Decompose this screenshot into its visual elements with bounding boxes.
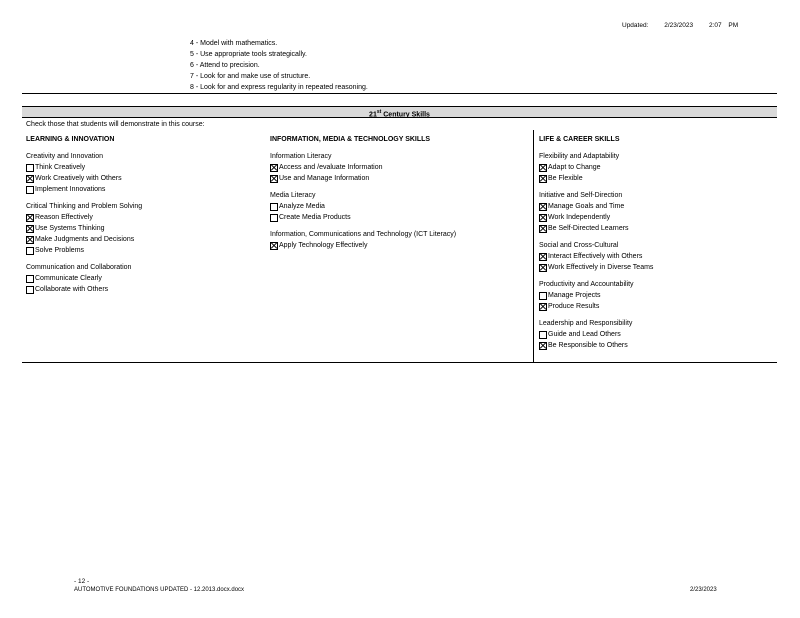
practice-item: 8 - Look for and express regularity in repeated reasoning.: [190, 84, 368, 91]
practice-item: 7 - Look for and make use of structure.: [190, 73, 311, 80]
skill-item: [539, 340, 653, 351]
practice-item: 6 - Attend to precision.: [190, 62, 260, 69]
divider-bottom: [22, 362, 777, 363]
skill-label: Work Effectively in Diverse Teams: [548, 264, 654, 271]
skill-item: [26, 173, 142, 184]
checkbox-communicate-clearly[interactable]: [26, 275, 34, 283]
skill-label: Work Independently: [548, 214, 611, 221]
group-title: Critical Thinking and Problem Solving: [26, 203, 143, 210]
column-title: LIFE & CAREER SKILLS: [539, 136, 620, 143]
checkbox-work-independently[interactable]: [539, 214, 547, 222]
skill-item: [26, 223, 142, 234]
footer-course: AUTOMOTIVE FOUNDATIONS UPDATED - 12.2013.docx.docx: [74, 587, 245, 593]
skill-item: [26, 184, 142, 195]
skill-item: [539, 162, 653, 173]
checkbox-reason-effectively[interactable]: [26, 214, 34, 222]
checkbox-diverse-teams[interactable]: [539, 264, 547, 272]
skill-label: Adapt to Change: [548, 164, 601, 171]
checkbox-think-creatively[interactable]: [26, 164, 34, 172]
skill-label: Solve Problems: [35, 247, 85, 254]
skill-item: [539, 301, 653, 312]
skill-label: Manage Goals and Time: [548, 203, 625, 210]
checkbox-interact-effectively[interactable]: [539, 253, 547, 261]
skill-item: [270, 212, 470, 223]
skill-label: Communicate Clearly: [35, 275, 102, 282]
skill-label: Think Creatively: [35, 164, 86, 171]
page-number: - 12 -: [74, 578, 90, 585]
checkbox-be-flexible[interactable]: [539, 175, 547, 183]
skill-label: Be Self-Directed Learners: [548, 225, 629, 232]
checkbox-collaborate[interactable]: [26, 286, 34, 294]
checkbox-work-creatively[interactable]: [26, 175, 34, 183]
skill-label: Analyze Media: [279, 203, 325, 210]
group-title: Communication and Collaboration: [26, 264, 132, 271]
learning-innovation-column: [26, 136, 142, 303]
checkbox-make-judgments[interactable]: [26, 236, 34, 244]
skill-item: [270, 201, 470, 212]
checkbox-manage-projects[interactable]: [539, 292, 547, 300]
checkbox-guide-lead[interactable]: [539, 331, 547, 339]
skill-group: [539, 281, 653, 312]
updated-header: [622, 22, 752, 29]
divider-top: [22, 93, 777, 94]
group-title: Media Literacy: [270, 192, 316, 199]
skill-group: [270, 231, 470, 251]
updated-date: 2/23/2023: [664, 22, 694, 29]
skill-item: [539, 223, 653, 234]
updated-time: 2:07: [708, 22, 722, 29]
skill-item: [26, 284, 142, 295]
checkbox-implement-innovations[interactable]: [26, 186, 34, 194]
life-career-column: [539, 136, 653, 359]
checkbox-analyze-media[interactable]: [270, 203, 278, 211]
checkbox-apply-technology[interactable]: [270, 242, 278, 250]
group-title: Information, Communications and Technology (ICT Literacy): [270, 231, 457, 238]
skill-group: [26, 153, 142, 195]
skill-item: [539, 262, 653, 273]
skill-group: [539, 192, 653, 234]
skill-item: [26, 234, 142, 245]
skill-item: [539, 212, 653, 223]
practice-item: 4 - Model with mathematics.: [190, 40, 278, 47]
instructions-text: Check those that students will demonstrate in this course:: [26, 121, 205, 128]
skill-item: [539, 201, 653, 212]
skill-group: [539, 320, 653, 351]
checkbox-solve-problems[interactable]: [26, 247, 34, 255]
skill-label: Work Creatively with Others: [35, 175, 122, 182]
footer-date: 2/23/2023: [690, 587, 717, 593]
updated-ampm: PM: [728, 22, 739, 29]
skill-item: [26, 245, 142, 256]
skill-label: Be Responsible to Others: [548, 342, 628, 349]
math-practices-list: [190, 38, 368, 93]
skill-label: Interact Effectively with Others: [548, 253, 643, 260]
skill-label: Use Systems Thinking: [35, 225, 105, 232]
skill-group: [270, 192, 470, 223]
checkbox-manage-goals[interactable]: [539, 203, 547, 211]
band-sup: st: [376, 109, 382, 115]
skill-item: [539, 251, 653, 262]
skill-item: [26, 273, 142, 284]
checkbox-adapt-to-change[interactable]: [539, 164, 547, 172]
skill-label: Make Judgments and Decisions: [35, 236, 135, 243]
skill-item: [26, 162, 142, 173]
skill-label: Apply Technology Effectively: [279, 242, 368, 249]
skill-label: Be Flexible: [548, 175, 583, 182]
skill-item: [26, 212, 142, 223]
skill-label: Access and /evaluate Information: [279, 164, 383, 171]
skill-item: [270, 162, 470, 173]
skill-item: [270, 240, 470, 251]
skill-label: Use and Manage Information: [279, 175, 370, 182]
skill-label: Reason Effectively: [35, 214, 93, 221]
skill-label: Create Media Products: [279, 214, 351, 221]
skill-label: Manage Projects: [548, 292, 601, 299]
group-title: Initiative and Self-Direction: [539, 192, 623, 199]
checkbox-be-responsible[interactable]: [539, 342, 547, 350]
skill-label: Collaborate with Others: [35, 286, 109, 293]
group-title: Creativity and Innovation: [26, 153, 104, 160]
band-prefix: 21: [369, 111, 377, 119]
group-title: Flexibility and Adaptability: [539, 153, 620, 160]
skill-item: [270, 173, 470, 184]
checkbox-create-media[interactable]: [270, 214, 278, 222]
group-title: Productivity and Accountability: [539, 281, 634, 288]
band-suffix: Century Skills: [383, 111, 430, 119]
skill-label: Implement Innovations: [35, 186, 106, 193]
column-title: LEARNING & INNOVATION: [26, 136, 115, 143]
checkbox-access-evaluate[interactable]: [270, 164, 278, 172]
group-title: Leadership and Responsibility: [539, 320, 633, 327]
skill-item: [539, 290, 653, 301]
column-title: INFORMATION, MEDIA & TECHNOLOGY SKILLS: [270, 136, 431, 143]
checkbox-use-manage[interactable]: [270, 175, 278, 183]
checkbox-self-directed[interactable]: [539, 225, 547, 233]
skill-label: Produce Results: [548, 303, 600, 310]
skill-group: [26, 264, 142, 295]
skill-item: [539, 329, 653, 340]
skill-group: [270, 153, 470, 184]
column-divider: [533, 130, 534, 362]
checkbox-produce-results[interactable]: [539, 303, 547, 311]
skill-label: Guide and Lead Others: [548, 331, 621, 338]
group-title: Social and Cross-Cultural: [539, 242, 619, 249]
updated-label: Updated:: [622, 22, 649, 29]
practice-item: 5 - Use appropriate tools strategically.: [190, 51, 307, 58]
checkbox-systems-thinking[interactable]: [26, 225, 34, 233]
skill-group: [539, 153, 653, 184]
group-title: Information Literacy: [270, 153, 332, 160]
skills-band-title: [22, 107, 777, 117]
skill-group: [539, 242, 653, 273]
skill-group: [26, 203, 142, 256]
information-media-column: [270, 136, 470, 259]
skill-item: [539, 173, 653, 184]
